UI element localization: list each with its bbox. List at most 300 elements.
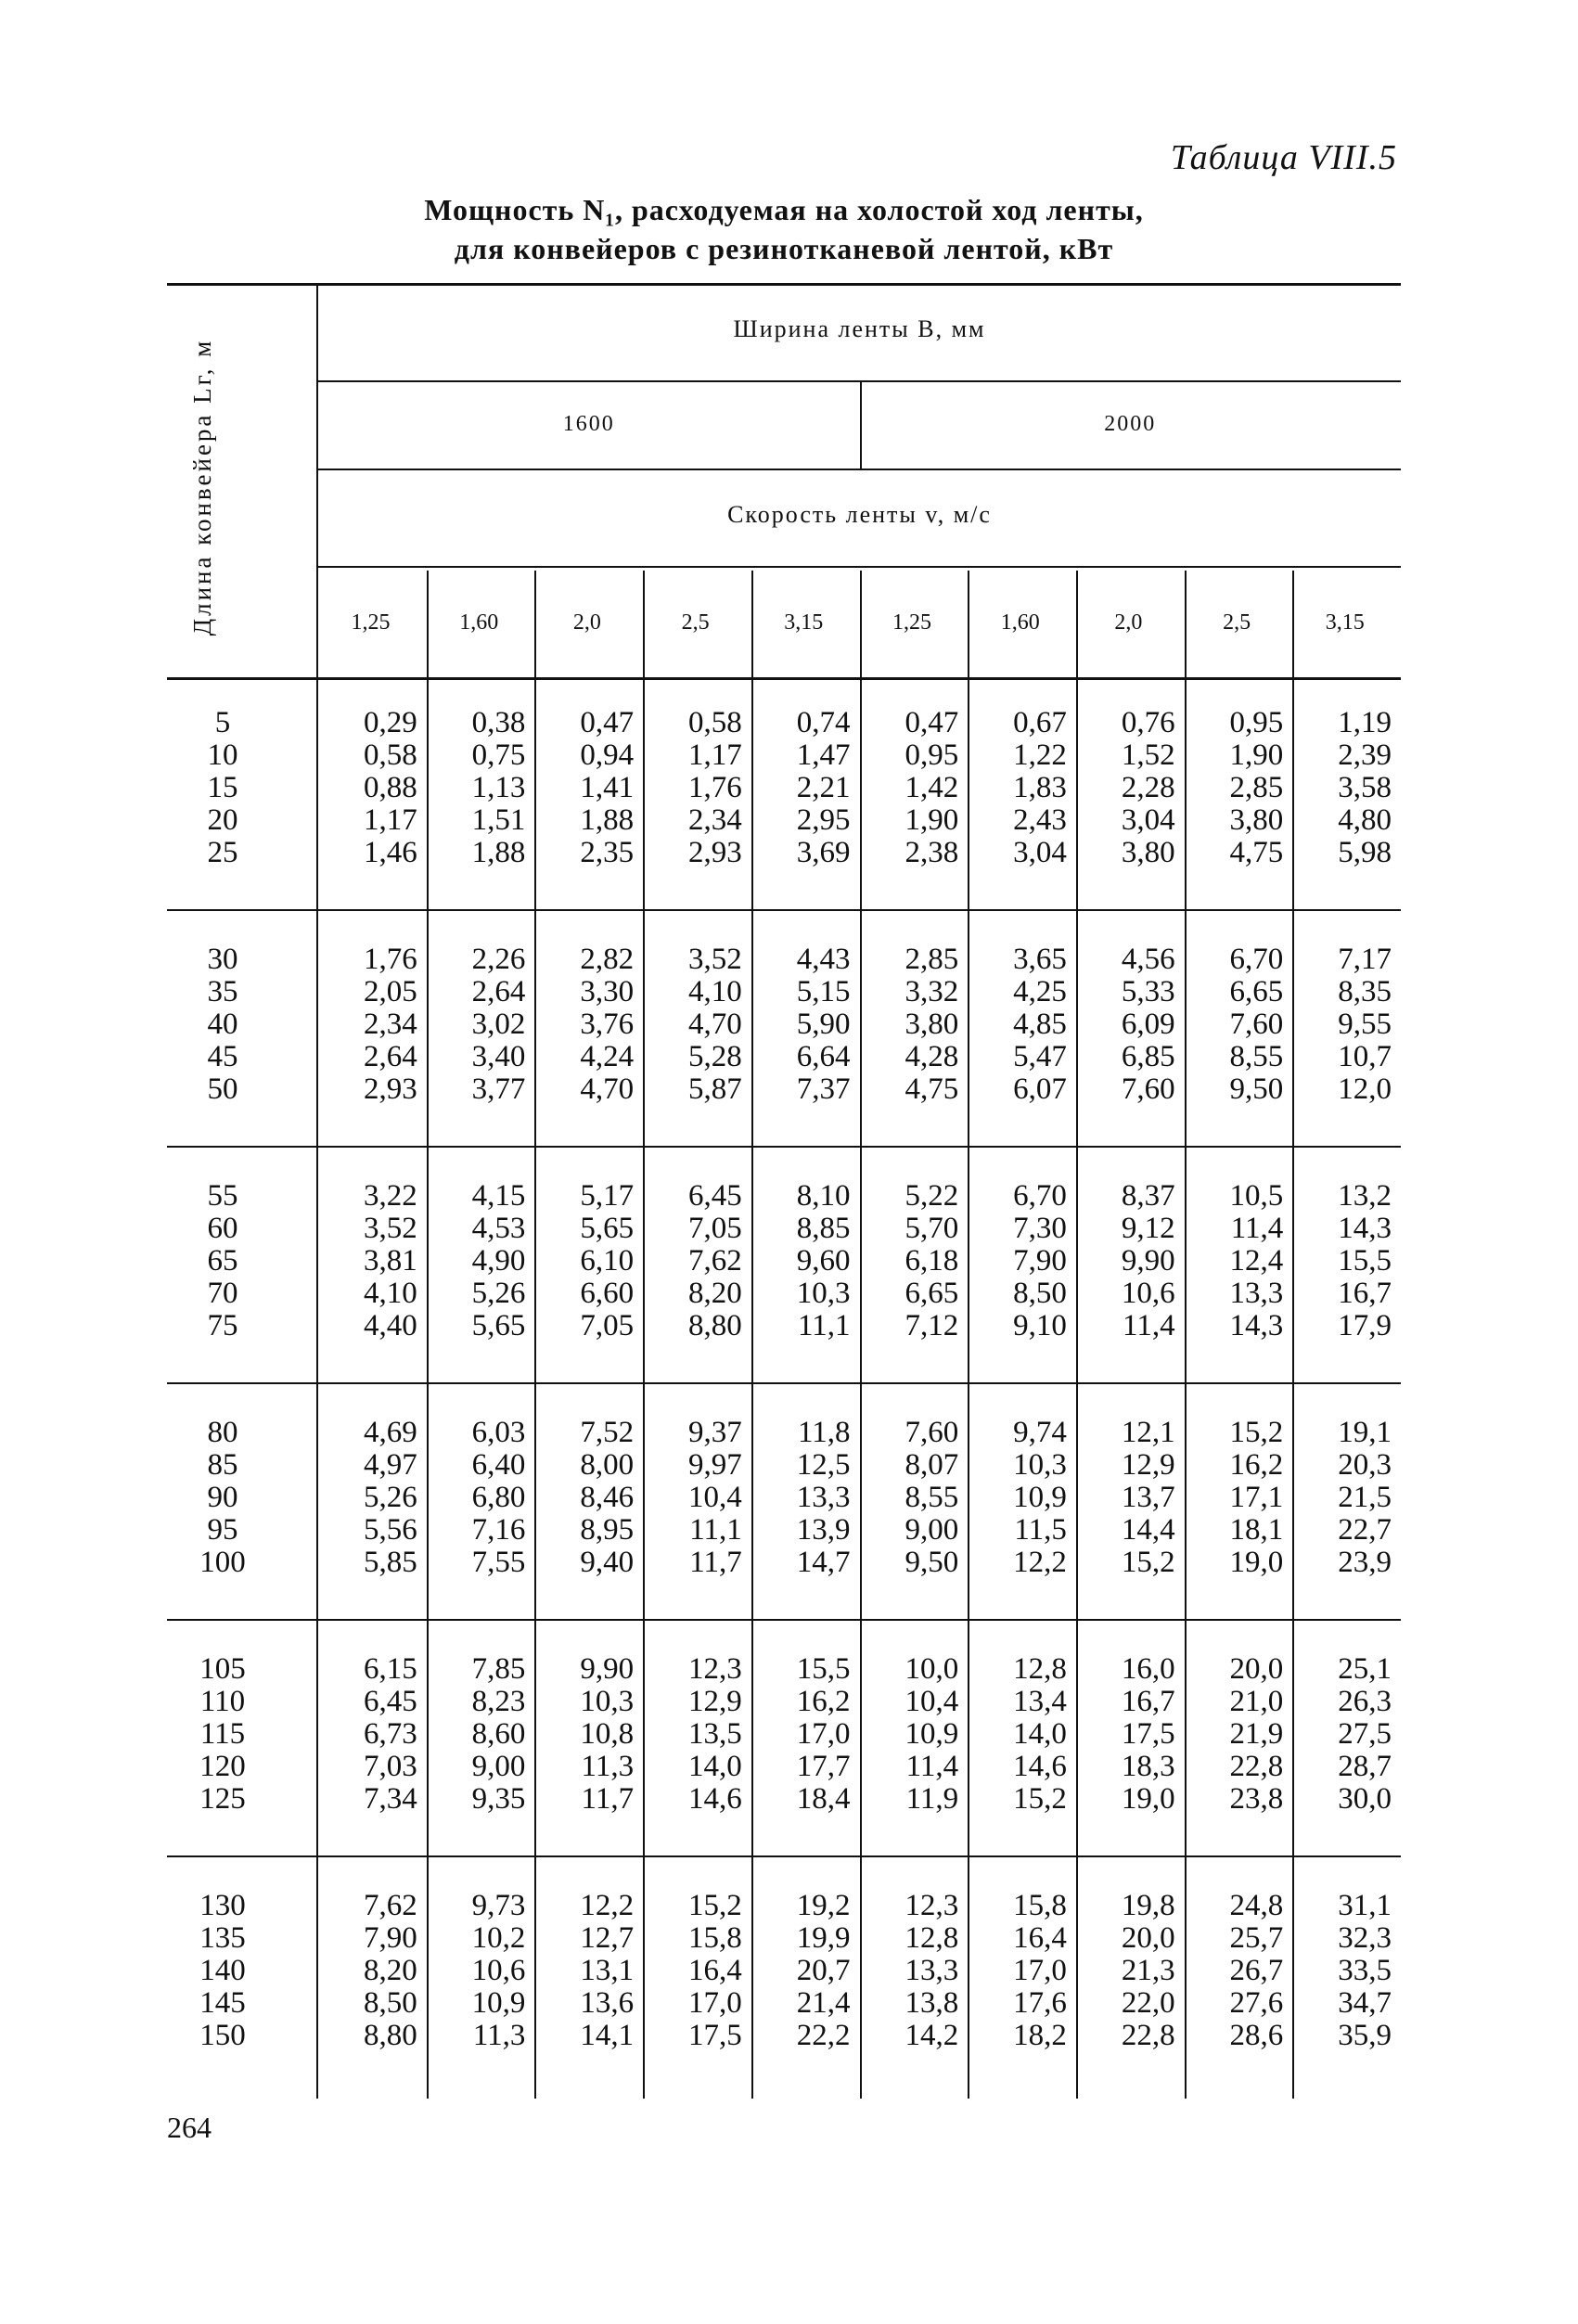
power-value: 20,3 bbox=[1338, 1448, 1392, 1482]
power-value: 6,07 bbox=[1013, 1072, 1067, 1106]
power-value: 6,40 bbox=[471, 1448, 526, 1482]
power-value: 18,1 bbox=[1229, 1513, 1284, 1547]
power-value: 10,9 bbox=[1013, 1481, 1067, 1514]
length-value: 30 bbox=[207, 943, 238, 976]
table-label: Таблица VIII.5 bbox=[1170, 138, 1397, 177]
power-value: 10,8 bbox=[580, 1717, 635, 1751]
width-value-1600: 1600 bbox=[562, 412, 615, 436]
power-column bbox=[427, 1890, 526, 2052]
power-value: 9,90 bbox=[580, 1652, 635, 1686]
power-value: 20,0 bbox=[1121, 1921, 1175, 1955]
power-value: 5,47 bbox=[1013, 1040, 1067, 1073]
power-value: 12,9 bbox=[1121, 1448, 1175, 1482]
group-divider-col bbox=[1185, 1625, 1187, 1862]
power-column bbox=[534, 944, 634, 1106]
power-value: 4,80 bbox=[1338, 803, 1392, 837]
power-column bbox=[968, 944, 1067, 1106]
power-value: 8,85 bbox=[796, 1212, 851, 1245]
header-divider-speed bbox=[427, 571, 429, 677]
group-divider-col bbox=[1076, 1389, 1078, 1625]
group-divider-col bbox=[751, 679, 753, 916]
power-value: 18,2 bbox=[1013, 2019, 1067, 2052]
power-value: 15,2 bbox=[1229, 1416, 1284, 1449]
title-line-1: Мощность N₁, расходуемая на холостой ход ленты, bbox=[424, 193, 1144, 226]
power-value: 4,24 bbox=[580, 1040, 635, 1073]
power-value: 7,12 bbox=[904, 1309, 959, 1342]
group-separator-rule bbox=[167, 1855, 1401, 1857]
length-values bbox=[167, 1653, 278, 1816]
group-divider-col bbox=[427, 679, 429, 916]
group-divider-col bbox=[751, 1862, 753, 2099]
power-value: 2,64 bbox=[363, 1040, 417, 1073]
power-value: 4,90 bbox=[471, 1244, 526, 1278]
power-value: 11,4 bbox=[1230, 1212, 1284, 1245]
power-value: 22,2 bbox=[796, 2019, 851, 2052]
power-value: 2,39 bbox=[1338, 738, 1392, 772]
power-value: 14,0 bbox=[1013, 1717, 1067, 1751]
power-column bbox=[318, 1653, 417, 1816]
power-value: 4,40 bbox=[363, 1309, 417, 1342]
power-value: 0,38 bbox=[471, 706, 526, 739]
length-value: 120 bbox=[199, 1750, 246, 1783]
power-value: 15,2 bbox=[1121, 1546, 1175, 1579]
power-value: 5,26 bbox=[471, 1277, 526, 1310]
group-divider-length bbox=[316, 1389, 318, 1625]
power-value: 3,30 bbox=[580, 975, 635, 1008]
power-value: 1,83 bbox=[1013, 771, 1067, 804]
power-value: 1,90 bbox=[1229, 738, 1284, 772]
header-divider-speed bbox=[968, 571, 969, 677]
power-column bbox=[1076, 944, 1175, 1106]
power-value: 1,42 bbox=[904, 771, 959, 804]
power-value: 11,4 bbox=[905, 1750, 959, 1783]
power-value: 2,26 bbox=[471, 943, 526, 976]
group-divider-col bbox=[534, 916, 536, 1152]
power-value: 10,6 bbox=[471, 1954, 526, 1987]
power-column bbox=[751, 944, 851, 1106]
group-divider-col bbox=[534, 1389, 536, 1625]
power-value: 7,03 bbox=[363, 1750, 417, 1783]
power-value: 19,8 bbox=[1121, 1889, 1175, 1922]
power-value: 9,00 bbox=[471, 1750, 526, 1783]
power-value: 4,75 bbox=[1229, 836, 1284, 869]
power-value: 9,40 bbox=[580, 1546, 635, 1579]
power-value: 17,1 bbox=[1229, 1481, 1284, 1514]
power-value: 4,28 bbox=[904, 1040, 959, 1073]
power-value: 28,6 bbox=[1229, 2019, 1284, 2052]
widths-rule bbox=[318, 469, 1401, 470]
power-column bbox=[1292, 1890, 1392, 2052]
power-value: 0,76 bbox=[1121, 706, 1175, 739]
power-value: 7,90 bbox=[363, 1921, 417, 1955]
power-value: 14,1 bbox=[580, 2019, 635, 2052]
group-divider-col bbox=[1292, 1389, 1294, 1625]
power-value: 7,30 bbox=[1013, 1212, 1067, 1245]
power-column bbox=[968, 1653, 1067, 1816]
power-value: 1,46 bbox=[363, 836, 417, 869]
title-line-2: для конвейеров с резинотканевой лентой, кВт bbox=[454, 232, 1114, 265]
power-value: 7,85 bbox=[471, 1652, 526, 1686]
power-value: 12,3 bbox=[904, 1889, 959, 1922]
length-value: 40 bbox=[207, 1008, 238, 1041]
power-value: 3,80 bbox=[1121, 836, 1175, 869]
speed-value: 1,25 bbox=[892, 610, 931, 635]
group-divider-col bbox=[1185, 1862, 1187, 2099]
power-value: 12,0 bbox=[1338, 1072, 1392, 1106]
length-values bbox=[167, 944, 278, 1106]
power-value: 31,1 bbox=[1338, 1889, 1392, 1922]
power-value: 4,85 bbox=[1013, 1008, 1067, 1041]
length-value: 100 bbox=[199, 1546, 246, 1579]
header-divider-speed bbox=[1292, 571, 1294, 677]
length-value: 85 bbox=[207, 1448, 238, 1482]
group-divider-col bbox=[427, 1862, 429, 2099]
power-value: 21,5 bbox=[1338, 1481, 1392, 1514]
power-value: 7,34 bbox=[363, 1782, 417, 1816]
power-value: 1,52 bbox=[1121, 738, 1175, 772]
power-value: 8,50 bbox=[363, 1986, 417, 2020]
power-value: 7,16 bbox=[471, 1513, 526, 1547]
power-value: 24,8 bbox=[1229, 1889, 1284, 1922]
length-value: 10 bbox=[207, 738, 238, 772]
power-column bbox=[1185, 1417, 1284, 1579]
power-value: 13,3 bbox=[796, 1481, 851, 1514]
group-divider-col bbox=[1076, 1625, 1078, 1862]
table-title bbox=[167, 190, 1401, 268]
power-value: 14,6 bbox=[688, 1782, 742, 1816]
power-value: 3,80 bbox=[1229, 803, 1284, 837]
power-value: 12,2 bbox=[1013, 1546, 1067, 1579]
group-divider-col bbox=[1185, 1152, 1187, 1389]
power-value: 1,13 bbox=[471, 771, 526, 804]
power-value: 0,58 bbox=[688, 706, 742, 739]
speed-value: 3,15 bbox=[784, 610, 824, 635]
power-value: 21,4 bbox=[796, 1986, 851, 2020]
power-value: 0,67 bbox=[1013, 706, 1067, 739]
power-value: 0,75 bbox=[471, 738, 526, 772]
group-divider-length bbox=[316, 1152, 318, 1389]
power-value: 10,6 bbox=[1121, 1277, 1175, 1310]
group-divider-col bbox=[1292, 1862, 1294, 2099]
power-value: 9,12 bbox=[1121, 1212, 1175, 1245]
group-divider-col bbox=[534, 1625, 536, 1862]
power-value: 14,4 bbox=[1121, 1513, 1175, 1547]
power-value: 4,10 bbox=[363, 1277, 417, 1310]
header-divider-speed bbox=[860, 571, 862, 677]
header-divider-widths bbox=[860, 380, 862, 469]
power-value: 12,9 bbox=[688, 1685, 742, 1718]
group-divider-col bbox=[968, 1389, 969, 1625]
power-value: 32,3 bbox=[1338, 1921, 1392, 1955]
length-value: 130 bbox=[199, 1889, 246, 1922]
power-value: 6,80 bbox=[471, 1481, 526, 1514]
header-bottom-rule bbox=[167, 677, 1401, 680]
group-divider-col bbox=[860, 1152, 862, 1389]
power-value: 6,60 bbox=[580, 1277, 635, 1310]
power-value: 7,90 bbox=[1013, 1244, 1067, 1278]
power-value: 21,9 bbox=[1229, 1717, 1284, 1751]
power-value: 27,5 bbox=[1338, 1717, 1392, 1751]
power-value: 8,23 bbox=[471, 1685, 526, 1718]
power-value: 4,53 bbox=[471, 1212, 526, 1245]
group-divider-col bbox=[643, 1625, 645, 1862]
length-values bbox=[167, 1890, 278, 2052]
power-column bbox=[427, 707, 526, 869]
group-divider-col bbox=[1292, 1152, 1294, 1389]
power-value: 11,7 bbox=[689, 1546, 742, 1579]
speed-value: 1,25 bbox=[351, 610, 391, 635]
power-value: 11,9 bbox=[905, 1782, 959, 1816]
power-value: 4,10 bbox=[688, 975, 742, 1008]
power-value: 19,2 bbox=[796, 1889, 851, 1922]
power-value: 7,05 bbox=[688, 1212, 742, 1245]
power-value: 17,9 bbox=[1338, 1309, 1392, 1342]
power-value: 3,40 bbox=[471, 1040, 526, 1073]
power-value: 10,3 bbox=[1013, 1448, 1067, 1482]
power-value: 16,7 bbox=[1121, 1685, 1175, 1718]
power-value: 3,04 bbox=[1013, 836, 1067, 869]
power-value: 9,37 bbox=[688, 1416, 742, 1449]
power-value: 9,60 bbox=[796, 1244, 851, 1278]
power-column bbox=[860, 1653, 959, 1816]
power-value: 5,22 bbox=[904, 1179, 959, 1213]
power-value: 5,26 bbox=[363, 1481, 417, 1514]
power-value: 7,55 bbox=[471, 1546, 526, 1579]
power-column bbox=[427, 1417, 526, 1579]
power-value: 3,32 bbox=[904, 975, 959, 1008]
power-value: 4,75 bbox=[904, 1072, 959, 1106]
speed-value: 2,0 bbox=[1114, 610, 1143, 635]
power-value: 4,97 bbox=[363, 1448, 417, 1482]
power-value: 26,3 bbox=[1338, 1685, 1392, 1718]
group-divider-col bbox=[1076, 1862, 1078, 2099]
power-value: 2,85 bbox=[904, 943, 959, 976]
power-column bbox=[318, 1180, 417, 1342]
power-value: 4,25 bbox=[1013, 975, 1067, 1008]
power-value: 16,2 bbox=[1229, 1448, 1284, 1482]
power-value: 6,65 bbox=[1229, 975, 1284, 1008]
power-value: 12,2 bbox=[580, 1889, 635, 1922]
header-divider-speed bbox=[534, 571, 536, 677]
power-value: 2,34 bbox=[363, 1008, 417, 1041]
power-column bbox=[534, 1890, 634, 2052]
length-values bbox=[167, 1180, 278, 1342]
power-column bbox=[1292, 1180, 1392, 1342]
group-divider-col bbox=[968, 1625, 969, 1862]
power-value: 7,62 bbox=[363, 1889, 417, 1922]
power-column bbox=[643, 1653, 742, 1816]
power-column bbox=[1185, 944, 1284, 1106]
length-value: 75 bbox=[207, 1309, 238, 1342]
power-column bbox=[1185, 707, 1284, 869]
group-divider-col bbox=[1076, 916, 1078, 1152]
power-column bbox=[1076, 707, 1175, 869]
power-value: 9,35 bbox=[471, 1782, 526, 1816]
group-divider-col bbox=[643, 916, 645, 1152]
power-value: 10,2 bbox=[471, 1921, 526, 1955]
group-divider-col bbox=[643, 1862, 645, 2099]
power-value: 0,95 bbox=[904, 738, 959, 772]
power-column bbox=[860, 1890, 959, 2052]
power-value: 5,85 bbox=[363, 1546, 417, 1579]
power-value: 11,4 bbox=[1123, 1309, 1175, 1342]
power-value: 6,85 bbox=[1121, 1040, 1175, 1073]
power-column bbox=[318, 944, 417, 1106]
group-divider-col bbox=[751, 1152, 753, 1389]
power-value: 10,9 bbox=[471, 1986, 526, 2020]
power-value: 6,64 bbox=[796, 1040, 851, 1073]
power-value: 23,8 bbox=[1229, 1782, 1284, 1816]
power-value: 11,8 bbox=[797, 1416, 851, 1449]
group-divider-col bbox=[860, 679, 862, 916]
power-value: 0,94 bbox=[580, 738, 635, 772]
group-divider-length bbox=[316, 916, 318, 1152]
speed-value: 3,15 bbox=[1325, 610, 1365, 635]
power-value: 3,52 bbox=[363, 1212, 417, 1245]
length-value: 15 bbox=[207, 771, 238, 804]
power-value: 6,03 bbox=[471, 1416, 526, 1449]
power-value: 10,7 bbox=[1338, 1040, 1392, 1073]
power-column bbox=[968, 1417, 1067, 1579]
width-label: Ширина ленты B, мм bbox=[733, 315, 986, 342]
power-value: 10,9 bbox=[904, 1717, 959, 1751]
power-value: 4,15 bbox=[471, 1179, 526, 1213]
power-value: 10,3 bbox=[580, 1685, 635, 1718]
group-divider-col bbox=[751, 916, 753, 1152]
power-value: 14,3 bbox=[1229, 1309, 1284, 1342]
power-value: 4,69 bbox=[363, 1416, 417, 1449]
group-divider-col bbox=[968, 1152, 969, 1389]
power-value: 9,90 bbox=[1121, 1244, 1175, 1278]
power-value: 12,8 bbox=[1013, 1652, 1067, 1686]
power-value: 1,88 bbox=[471, 836, 526, 869]
group-divider-col bbox=[1292, 679, 1294, 916]
row-axis-label: Длина конвейера Lг, м bbox=[188, 338, 216, 636]
power-value: 3,77 bbox=[471, 1072, 526, 1106]
power-value: 3,52 bbox=[688, 943, 742, 976]
power-value: 19,1 bbox=[1338, 1416, 1392, 1449]
power-value: 8,80 bbox=[688, 1309, 742, 1342]
speed-value: 2,0 bbox=[572, 610, 601, 635]
power-value: 7,60 bbox=[1229, 1008, 1284, 1041]
power-column bbox=[427, 1180, 526, 1342]
power-value: 10,4 bbox=[688, 1481, 742, 1514]
power-value: 9,50 bbox=[1229, 1072, 1284, 1106]
power-value: 11,5 bbox=[1014, 1513, 1067, 1547]
power-value: 9,73 bbox=[471, 1889, 526, 1922]
power-value: 17,5 bbox=[688, 2019, 742, 2052]
power-value: 16,2 bbox=[796, 1685, 851, 1718]
power-value: 22,8 bbox=[1229, 1750, 1284, 1783]
power-value: 15,2 bbox=[688, 1889, 742, 1922]
power-column bbox=[751, 1890, 851, 2052]
power-value: 30,0 bbox=[1338, 1782, 1392, 1816]
power-value: 14,7 bbox=[796, 1546, 851, 1579]
length-value: 25 bbox=[207, 836, 238, 869]
power-value: 3,04 bbox=[1121, 803, 1175, 837]
group-divider-col bbox=[968, 916, 969, 1152]
power-column bbox=[534, 1653, 634, 1816]
power-value: 6,09 bbox=[1121, 1008, 1175, 1041]
speed-value: 2,5 bbox=[681, 610, 710, 635]
power-value: 5,90 bbox=[796, 1008, 851, 1041]
power-value: 3,02 bbox=[471, 1008, 526, 1041]
power-value: 3,65 bbox=[1013, 943, 1067, 976]
power-value: 13,4 bbox=[1013, 1685, 1067, 1718]
power-column bbox=[318, 1417, 417, 1579]
power-value: 2,95 bbox=[796, 803, 851, 837]
power-value: 7,60 bbox=[904, 1416, 959, 1449]
speed-value: 1,60 bbox=[459, 610, 499, 635]
power-value: 2,35 bbox=[580, 836, 635, 869]
power-value: 15,5 bbox=[1338, 1244, 1392, 1278]
length-value: 50 bbox=[207, 1072, 238, 1106]
power-value: 7,37 bbox=[796, 1072, 851, 1106]
length-value: 60 bbox=[207, 1212, 238, 1245]
power-value: 7,62 bbox=[688, 1244, 742, 1278]
group-divider-col bbox=[968, 1862, 969, 2099]
group-separator-rule bbox=[167, 1382, 1401, 1384]
power-value: 5,70 bbox=[904, 1212, 959, 1245]
power-column bbox=[427, 1653, 526, 1816]
power-value: 1,88 bbox=[580, 803, 635, 837]
power-value: 0,95 bbox=[1229, 706, 1284, 739]
power-value: 22,8 bbox=[1121, 2019, 1175, 2052]
power-value: 16,0 bbox=[1121, 1652, 1175, 1686]
power-value: 6,70 bbox=[1229, 943, 1284, 976]
power-value: 2,85 bbox=[1229, 771, 1284, 804]
power-value: 8,55 bbox=[1229, 1040, 1284, 1073]
power-value: 19,9 bbox=[796, 1921, 851, 1955]
power-column bbox=[1292, 1417, 1392, 1579]
power-value: 8,60 bbox=[471, 1717, 526, 1751]
power-value: 2,28 bbox=[1121, 771, 1175, 804]
group-divider-col bbox=[860, 916, 862, 1152]
group-divider-col bbox=[643, 1389, 645, 1625]
power-value: 8,20 bbox=[363, 1954, 417, 1987]
group-divider-col bbox=[427, 1152, 429, 1389]
power-column bbox=[318, 707, 417, 869]
power-value: 8,37 bbox=[1121, 1179, 1175, 1213]
length-value: 5 bbox=[214, 706, 231, 739]
length-value: 45 bbox=[207, 1040, 238, 1073]
power-value: 1,17 bbox=[688, 738, 742, 772]
power-column bbox=[1076, 1417, 1175, 1579]
group-divider-col bbox=[1185, 679, 1187, 916]
power-value: 9,50 bbox=[904, 1546, 959, 1579]
power-value: 14,0 bbox=[688, 1750, 742, 1783]
power-value: 8,35 bbox=[1338, 975, 1392, 1008]
power-value: 8,50 bbox=[1013, 1277, 1067, 1310]
group-divider-length bbox=[316, 1625, 318, 1862]
power-value: 4,43 bbox=[796, 943, 851, 976]
power-column bbox=[1185, 1890, 1284, 2052]
power-column bbox=[968, 1180, 1067, 1342]
power-value: 2,93 bbox=[363, 1072, 417, 1106]
power-value: 2,82 bbox=[580, 943, 635, 976]
power-column bbox=[1292, 707, 1392, 869]
power-column bbox=[860, 1417, 959, 1579]
power-value: 33,5 bbox=[1338, 1954, 1392, 1987]
length-value: 70 bbox=[207, 1277, 238, 1310]
power-value: 19,0 bbox=[1229, 1546, 1284, 1579]
power-value: 5,87 bbox=[688, 1072, 742, 1106]
power-value: 15,5 bbox=[796, 1652, 851, 1686]
power-value: 8,46 bbox=[580, 1481, 635, 1514]
power-value: 1,51 bbox=[471, 803, 526, 837]
power-value: 28,7 bbox=[1338, 1750, 1392, 1783]
power-value: 12,5 bbox=[796, 1448, 851, 1482]
